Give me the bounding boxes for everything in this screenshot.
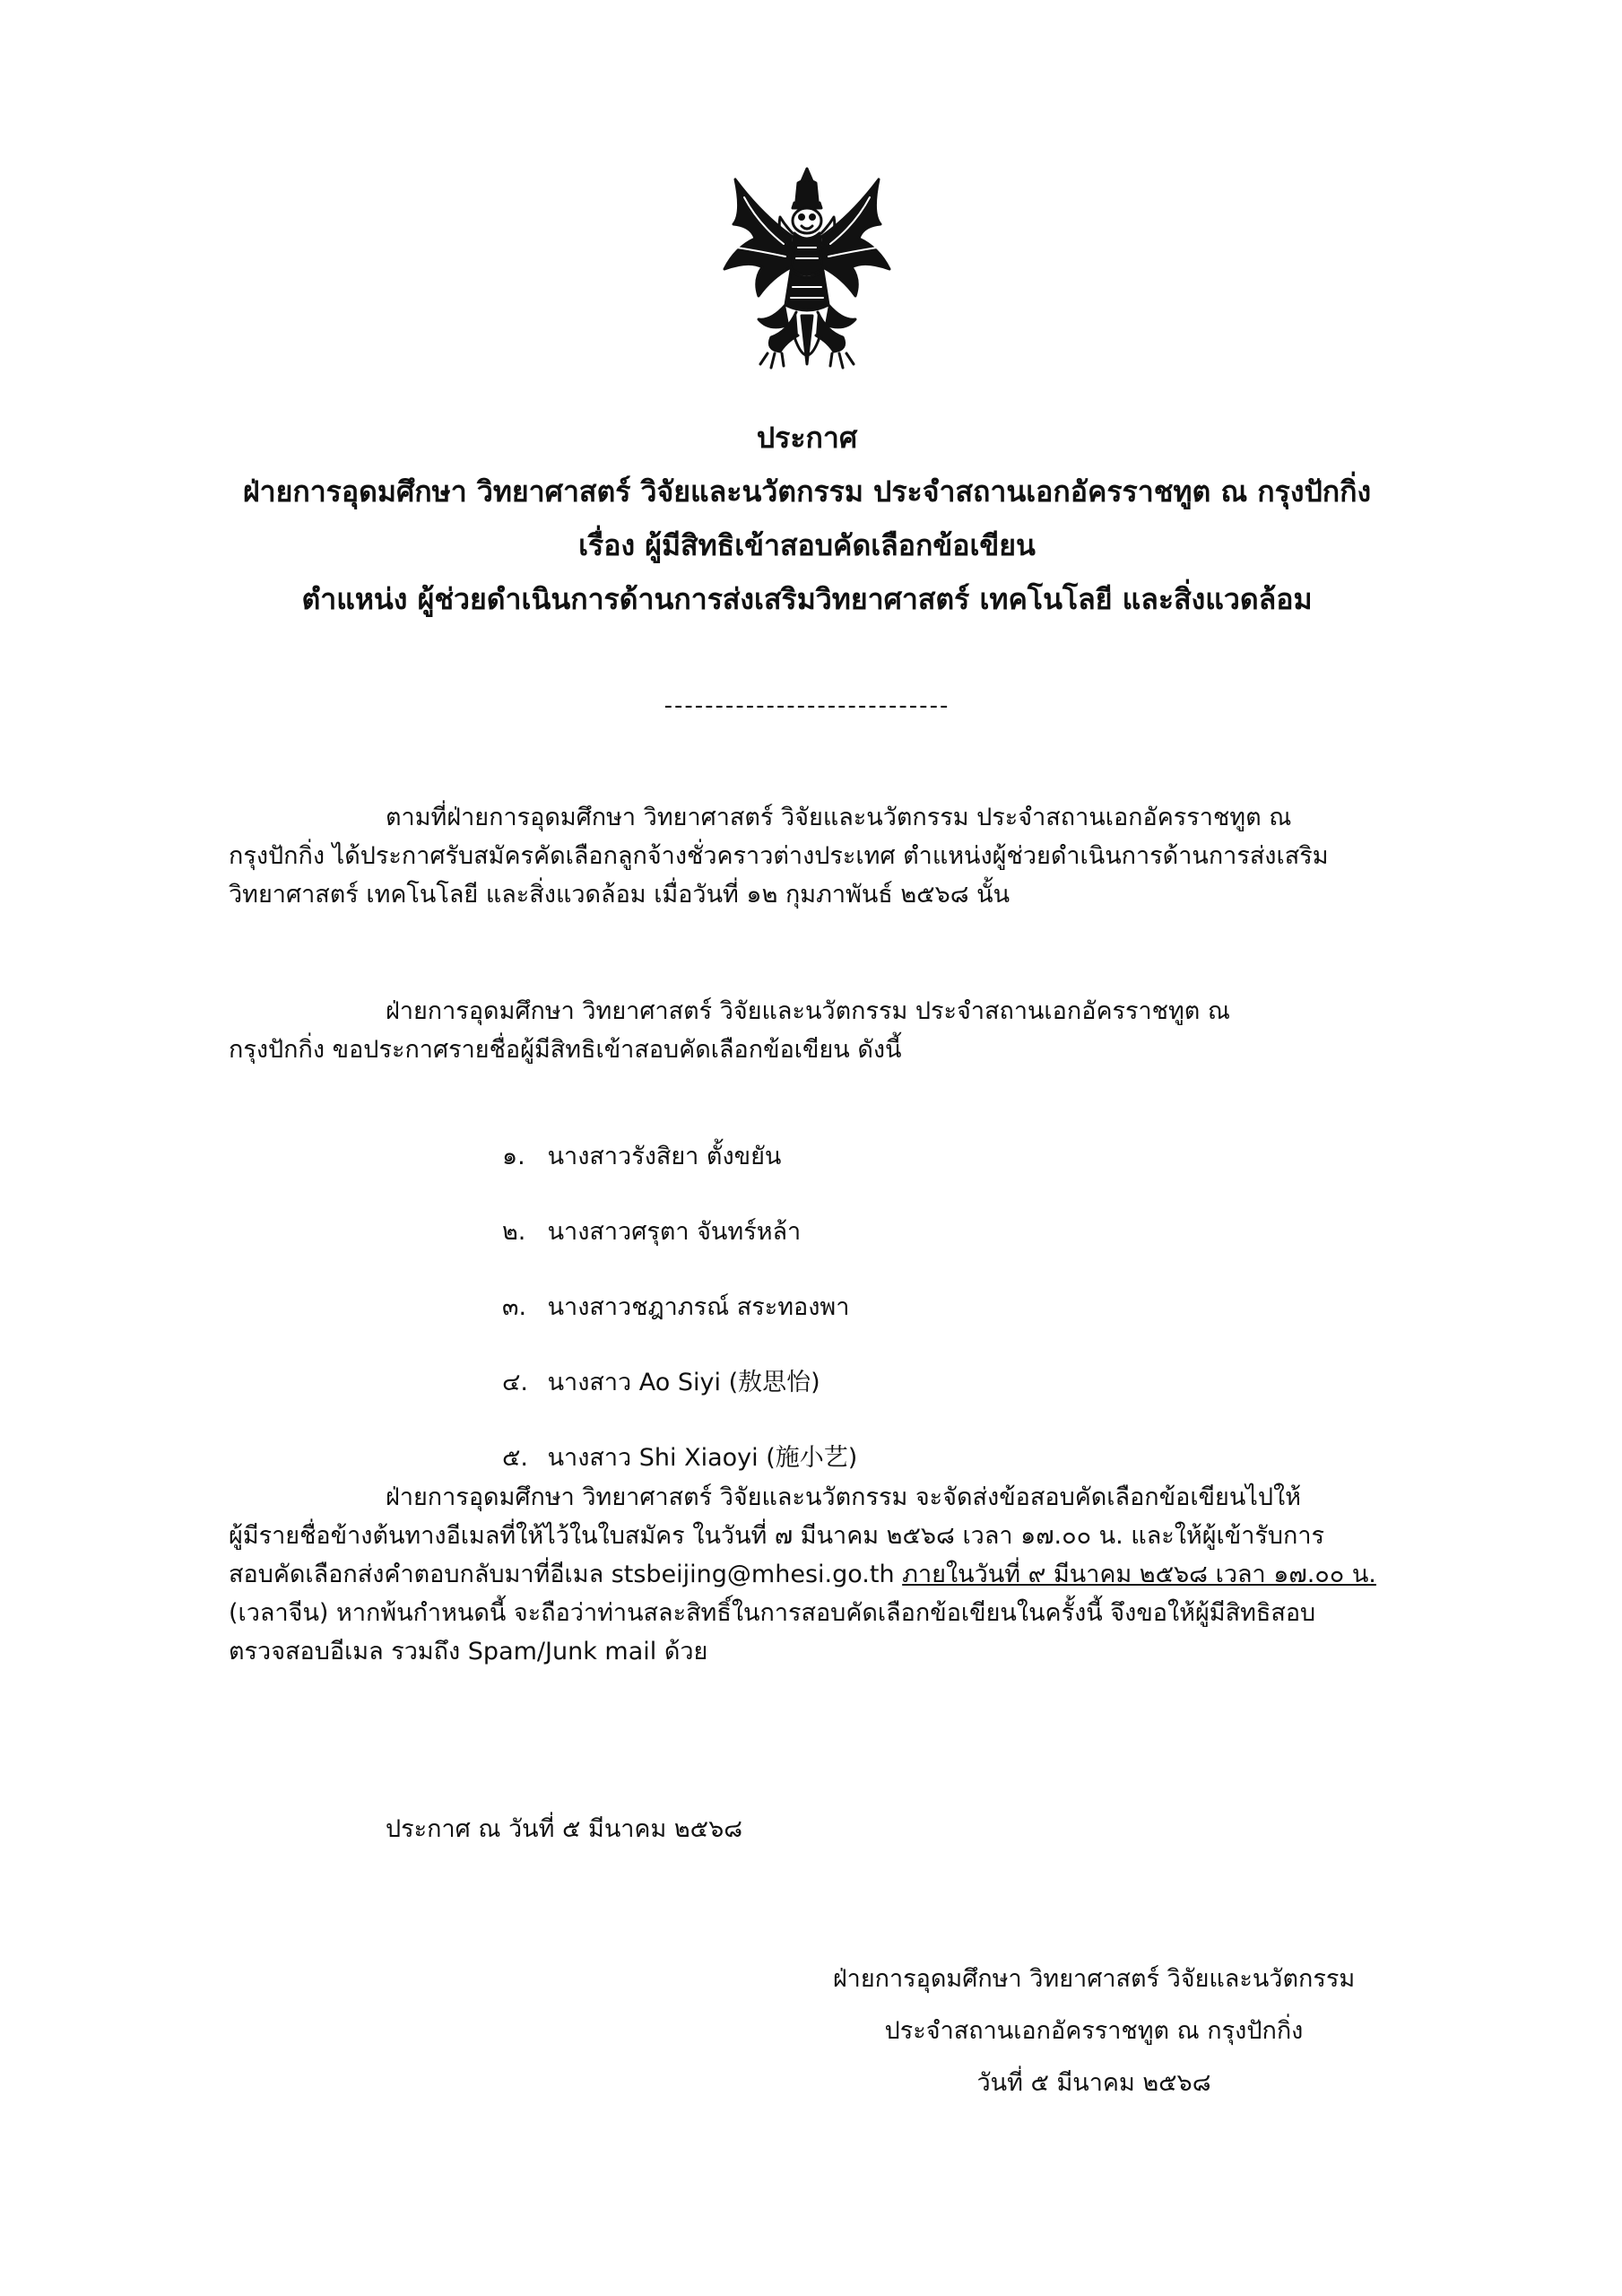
list-item <box>502 1195 857 1270</box>
candidate-name: นางสาว Shi Xiaoyi (施小艺) <box>547 1444 858 1472</box>
paragraph-line: ตามที่ฝ่ายการอุดมศึกษา วิทยาศาสตร์ วิจัยและนวัตกรรม ประจำสถานเอกอัครราชทูต ณ <box>386 804 1292 831</box>
candidate-name: นางสาวศรุตา จันทร์หล้า <box>547 1218 802 1246</box>
candidate-name: นางสาวรังสิยา ตั้งขยัน <box>547 1143 782 1170</box>
signature-embassy: ประจำสถานเอกอัครราชทูต ณ กรุงปักกิ่ง <box>884 2017 1304 2045</box>
signature-block <box>681 1953 1506 2109</box>
list-item <box>502 1119 857 1195</box>
candidate-list <box>502 1119 857 1496</box>
signature-organization: ฝ่ายการอุดมศึกษา วิทยาศาสตร์ วิจัยและนวัตกรรม <box>832 1965 1356 1993</box>
paragraph-line <box>229 1555 1421 1594</box>
heading-position: ตำแหน่ง ผู้ช่วยดำเนินการด้านการส่งเสริมวิทยาศาสตร์ เทคโนโลยี และสิ่งแวดล้อม <box>301 582 1313 616</box>
paragraph-line: ฝ่ายการอุดมศึกษา วิทยาศาสตร์ วิจัยและนวัตกรรม ประจำสถานเอกอัครราชทูต ณ <box>386 997 1230 1025</box>
heading-divider: ---------------------------- <box>664 692 950 719</box>
paragraph-background <box>229 798 1421 914</box>
paragraph-line: กรุงปักกิ่ง ขอประกาศรายชื่อผู้มีสิทธิเข้าสอบคัดเลือกข้อเขียน ดังนี้ <box>229 1036 902 1064</box>
list-item <box>502 1345 857 1421</box>
candidate-name: นางสาว Ao Siyi (敖思怡) <box>547 1369 820 1396</box>
list-number: ๔. <box>502 1369 529 1396</box>
paragraph-exam-instructions <box>229 1478 1421 1671</box>
paragraph-line: กรุงปักกิ่ง ได้ประกาศรับสมัครคัดเลือกลูกจ้างชั่วคราวต่างประเทศ ตำแหน่งผู้ช่วยดำเนินการด้านการส่งเสริม <box>229 842 1329 870</box>
paragraph-line: ตรวจสอบอีเมล รวมถึง Spam/Junk mail ด้วย <box>229 1638 708 1665</box>
list-number: ๓. <box>502 1293 527 1321</box>
announcement-date: ประกาศ ณ วันที่ ๕ มีนาคม ๒๕๖๘ <box>386 1815 743 1843</box>
heading-announcement-word: ประกาศ <box>756 421 858 455</box>
list-number: ๒. <box>502 1218 526 1246</box>
paragraph-line: ผู้มีรายชื่อข้างต้นทางอีเมลที่ให้ไว้ในใบสมัคร ในวันที่ ๗ มีนาคม ๒๕๖๘ เวลา ๑๗.๐๐ น. และให้ผู้เข้ารับการ <box>229 1522 1325 1550</box>
candidate-name: นางสาวชฎาภรณ์ สระทองพา <box>547 1293 850 1321</box>
list-number: ๑. <box>502 1143 525 1170</box>
announcement-heading <box>134 411 1479 626</box>
signature-date: วันที่ ๕ มีนาคม ๒๕๖๘ <box>976 2069 1211 2097</box>
paragraph-announcement <box>229 992 1421 1069</box>
paragraph-line: (เวลาจีน) หากพ้นกำหนดนี้ จะถือว่าท่านสละสิทธิ์ในการสอบคัดเลือกข้อเขียนในครั้งนี้ จึงขอให้ผู้มีสิทธิสอบ <box>229 1599 1316 1627</box>
garuda-emblem-icon <box>708 161 906 377</box>
list-number: ๕. <box>502 1444 529 1472</box>
heading-organization: ฝ่ายการอุดมศึกษา วิทยาศาสตร์ วิจัยและนวัตกรรม ประจำสถานเอกอัครราชทูต ณ กรุงปักกิ่ง <box>242 474 1372 509</box>
paragraph-line: วิทยาศาสตร์ เทคโนโลยี และสิ่งแวดล้อม เมื่อวันที่ ๑๒ กุมภาพันธ์ ๒๕๖๘ นั้น <box>229 881 1010 909</box>
submission-deadline: ภายในวันที่ ๙ มีนาคม ๒๕๖๘ เวลา ๑๗.๐๐ น. <box>902 1561 1376 1588</box>
list-item <box>502 1270 857 1345</box>
paragraph-line: ฝ่ายการอุดมศึกษา วิทยาศาสตร์ วิจัยและนวัตกรรม จะจัดส่งข้อสอบคัดเลือกข้อเขียนไปให้ <box>386 1483 1301 1511</box>
heading-subject: เรื่อง ผู้มีสิทธิเข้าสอบคัดเลือกข้อเขียน <box>578 528 1036 562</box>
email-instruction-text: สอบคัดเลือกส่งคำตอบกลับมาที่อีเมล stsbeijing@mhesi.go.th <box>229 1561 895 1588</box>
